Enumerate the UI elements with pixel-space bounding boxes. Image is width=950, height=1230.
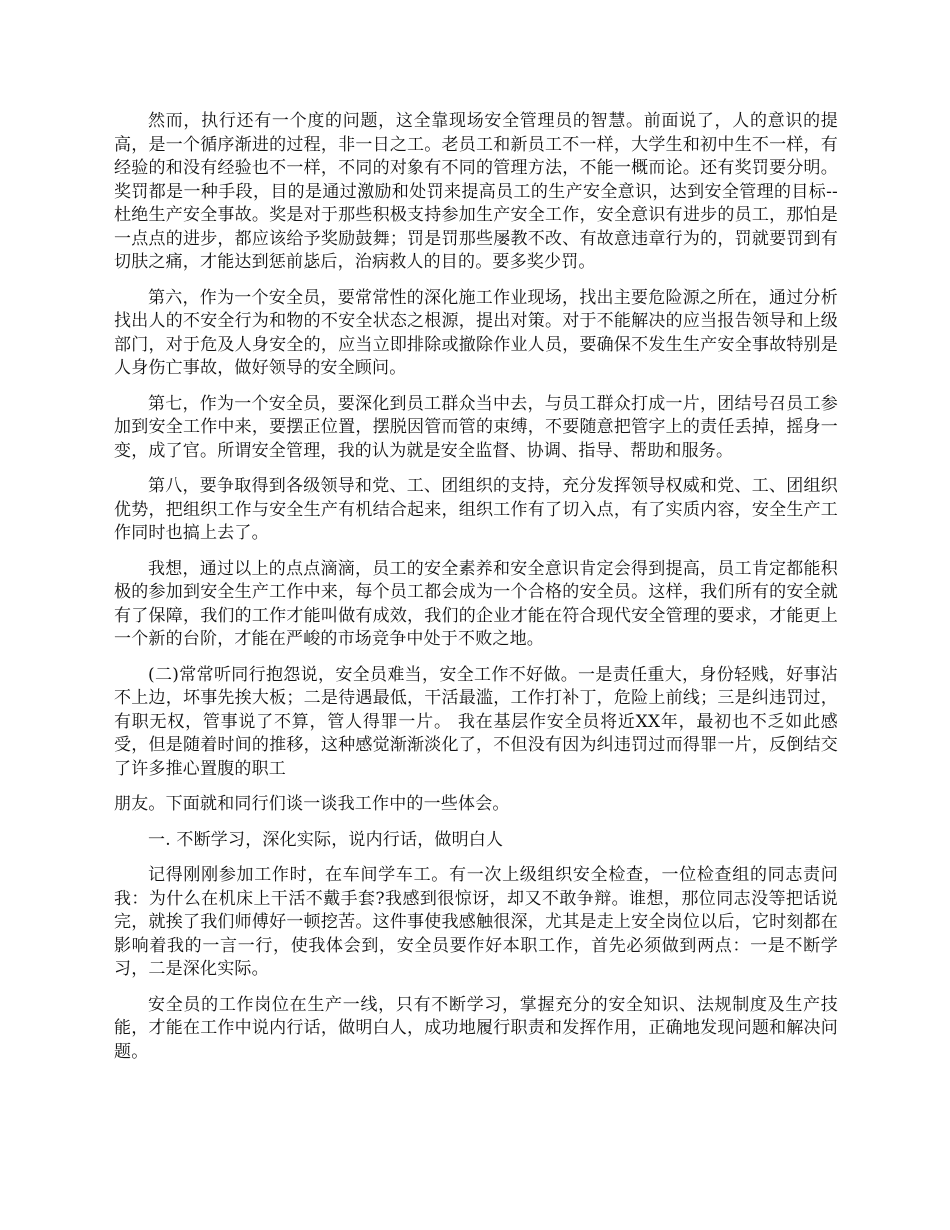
document-page	[114, 110, 838, 1076]
paragraph-rewards-penalties: 然而，执行还有一个度的问题，这全靠现场安全管理员的智慧。前面说了，人的意识的提高，是一个循序渐进的过程，非一日之工。老员工和新员工不一样，大学生和初中生不一样，有经验的和没有经验也不一样，不同的对象有不同的管理方法，不能一概而论。还有奖罚要分明。奖罚都是一种手段，目的是通过激励和处罚来提高员工的生产安全意识，达到安全管理的目标--杜绝生产安全事故。奖是对于那些积极支持参加生产安全工作，安全意识有进步的员工，那怕是一点点的进步，都应该给予奖励鼓舞；罚是罚那些屡教不改、有故意违章行为的，罚就要罚到有切肤之痛，才能达到惩前毖后，治病救人的目的。要多奖少罚。	[114, 111, 838, 272]
paragraph-eighth: 第八，要争取得到各级领导和党、工、团组织的支持，充分发挥领导权威和党、工、团组织优势，把组织工作与安全生产有机结合起来，组织工作有了切入点，有了实质内容，安全生产工作同时也搞上去了。	[114, 476, 838, 543]
paragraph-continuation: 朋友。下面就和同行们谈一谈我工作中的一些体会。	[114, 794, 510, 814]
paragraph-seventh: 第七，作为一个安全员，要深化到员工群众当中去，与员工群众打成一片，团结号召员工参加到安全工作中来，要摆正位置，摆脱因管而管的束缚，不要随意把管字上的责任丢掉，摇身一变，成了官。所谓安全管理，我的认为就是安全监督、协调、指导、帮助和服务。	[114, 393, 838, 461]
paragraph-sixth: 第六，作为一个安全员，要常常性的深化施工作业现场，找出主要危险源之所在，通过分析找出人的不安全行为和物的不安全状态之根源，提出对策。对于不能解决的应当报告领导和上级部门，对于危及人身安全的，应当立即排除或撤除作业人员，要确保不发生生产安全事故特别是人身伤亡事故，做好领导的安全顾问。	[114, 287, 838, 378]
paragraph-memory: 记得刚刚参加工作时，在车间学车工。有一次上级组织安全检查，一位检查组的同志责问我：为什么在机床上干活不戴手套?我感到很惊讶，却又不敢争辩。谁想，那位同志没等把话说完，就挨了我们师傅好一顿挖苦。这件事使我感触很深，尤其是走上安全岗位以后，它时刻都在影响着我的一言一行，使我体会到，安全员要作好本职工作，首先必须做到两点：一是不断学习，二是深化实际。	[114, 865, 838, 979]
paragraph-frontline: 安全员的工作岗位在生产一线，只有不断学习，掌握充分的安全知识、法规制度及生产技能，才能在工作中说内行话，做明白人，成功地履行职责和发挥作用，正确地发现问题和解决问题。	[114, 994, 838, 1062]
paragraph-summary: 我想，通过以上的点点滴滴，员工的安全素养和安全意识肯定会得到提高，员工肯定都能积极的参加到安全生产工作中来，每个员工都会成为一个合格的安全员。这样，我们所有的安全就有了保障，我们的工作才能叫做有成效，我们的企业才能在符合现代安全管理的要求，才能更上一个新的台阶，才能在严峻的市场竞争中处于不败之地。	[114, 558, 838, 649]
section-heading-one: 一. 不断学习，深化实际，说内行话，做明白人	[148, 829, 504, 850]
paragraph-section-two: (二)常常听同行抱怨说，安全员难当，安全工作不好做。一是责任重大，身份轻贱，好事沾不上边，坏事先挨大板；二是待遇最低，干活最滥，工作打补丁，危险上前线；三是纠违罚过，有职无权，管事说了不算，管人得罪一片。 我在基层作安全员将近XX年，最初也不乏如此感受，但是随着时间的推移，这种感觉渐渐淡化了，不但没有因为纠违罚过而得罪一片，反倒结交了许多推心置腹的职工	[114, 664, 838, 779]
